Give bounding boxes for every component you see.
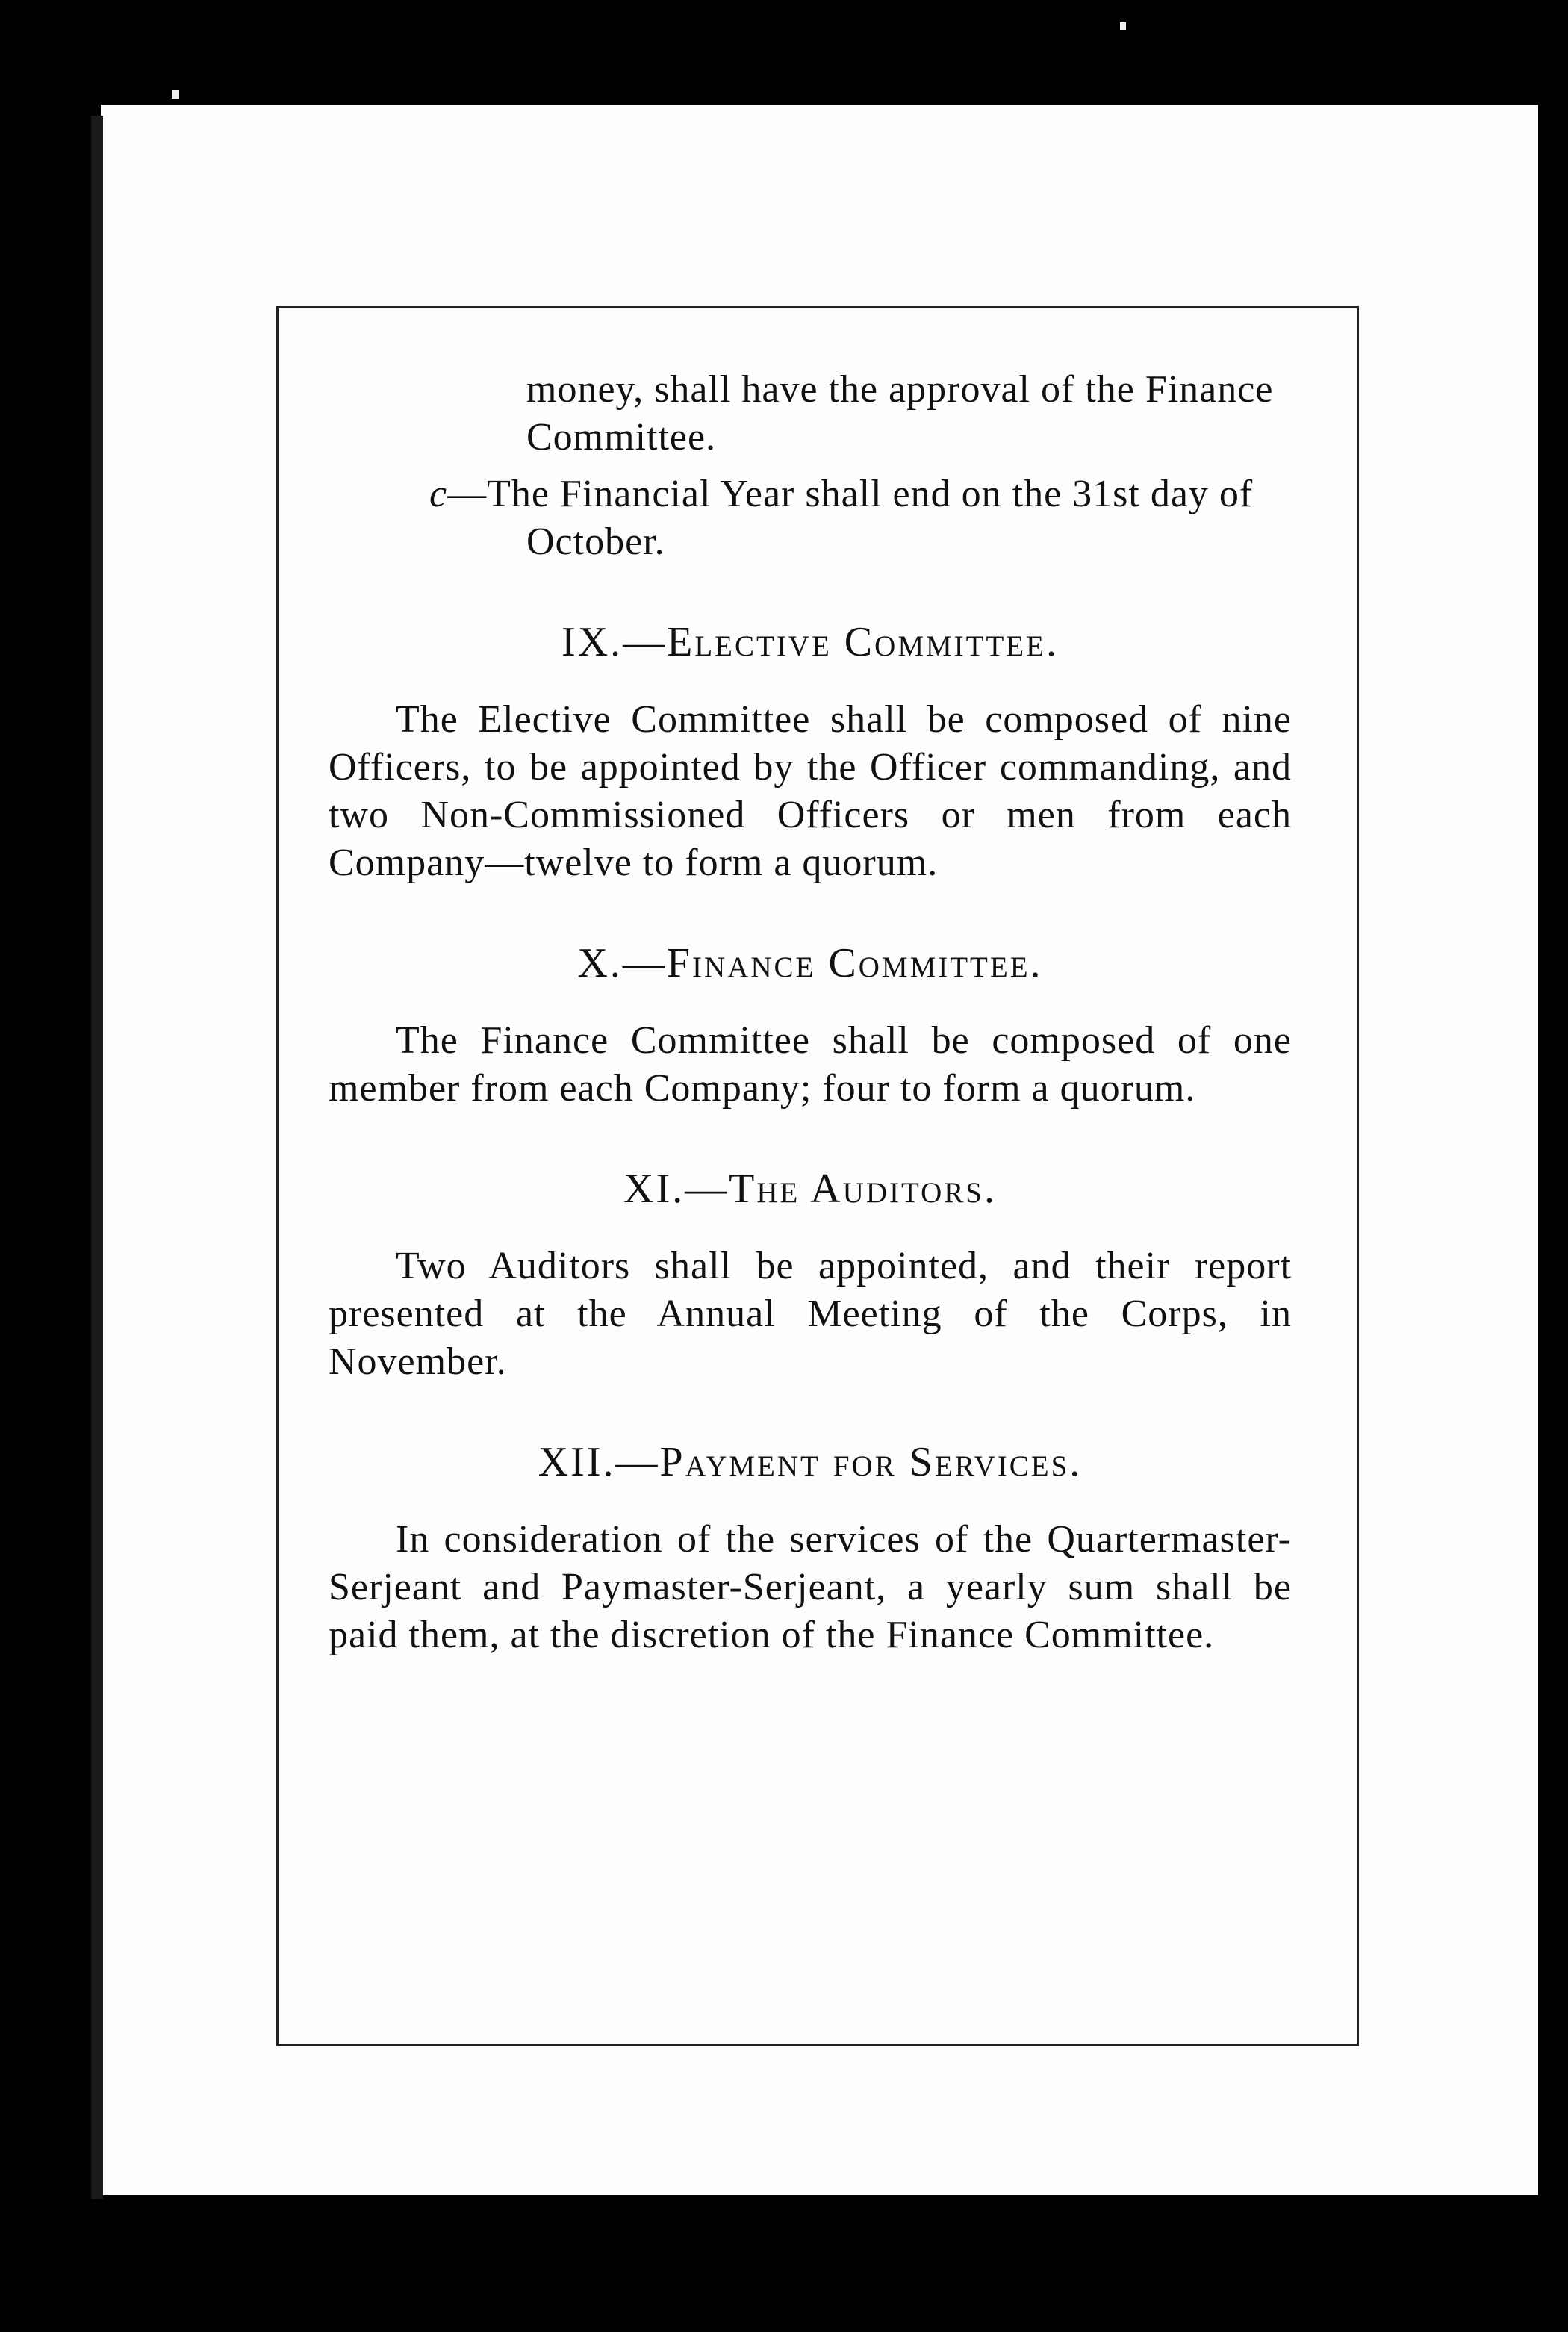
section-body-xii: In consideration of the services of the Quartermaster-Serjeant and Paymaster-Serjeant, a yearly sum shall be paid them, at the discretion of the Finance Committee. [329, 1518, 1292, 1656]
item-c-label: c [429, 473, 448, 515]
scan-speck [1120, 22, 1126, 30]
book-spine-edge [91, 116, 103, 2199]
section-heading-x: X.—Finance Committee. [577, 940, 1043, 986]
section-body-x: The Finance Committee shall be composed of one member from each Company; four to form a quorum. [329, 1019, 1292, 1110]
section-heading-xi: XI.—The Auditors. [623, 1166, 997, 1212]
section-heading-ix: IX.—Elective Committee. [561, 619, 1059, 665]
document-body [329, 366, 1292, 1659]
section-body-xi: Two Auditors shall be appointed, and their report presented at the Annual Meeting of the Corps, in November. [329, 1245, 1292, 1383]
continuation-text: money, shall have the approval of the Finance Committee. [526, 368, 1274, 458]
item-c-text: —The Financial Year shall end on the 31st day of October. [447, 473, 1254, 563]
section-heading-xii: XII.—Payment for Services. [538, 1439, 1083, 1485]
section-body-ix: The Elective Committee shall be composed of nine Officers, to be appointed by the Officer commanding, and two Non-Commissioned Officers or men from each Company—twelve to form a quorum. [329, 698, 1292, 884]
scan-speck [172, 90, 179, 99]
list-item-c [329, 470, 1292, 566]
